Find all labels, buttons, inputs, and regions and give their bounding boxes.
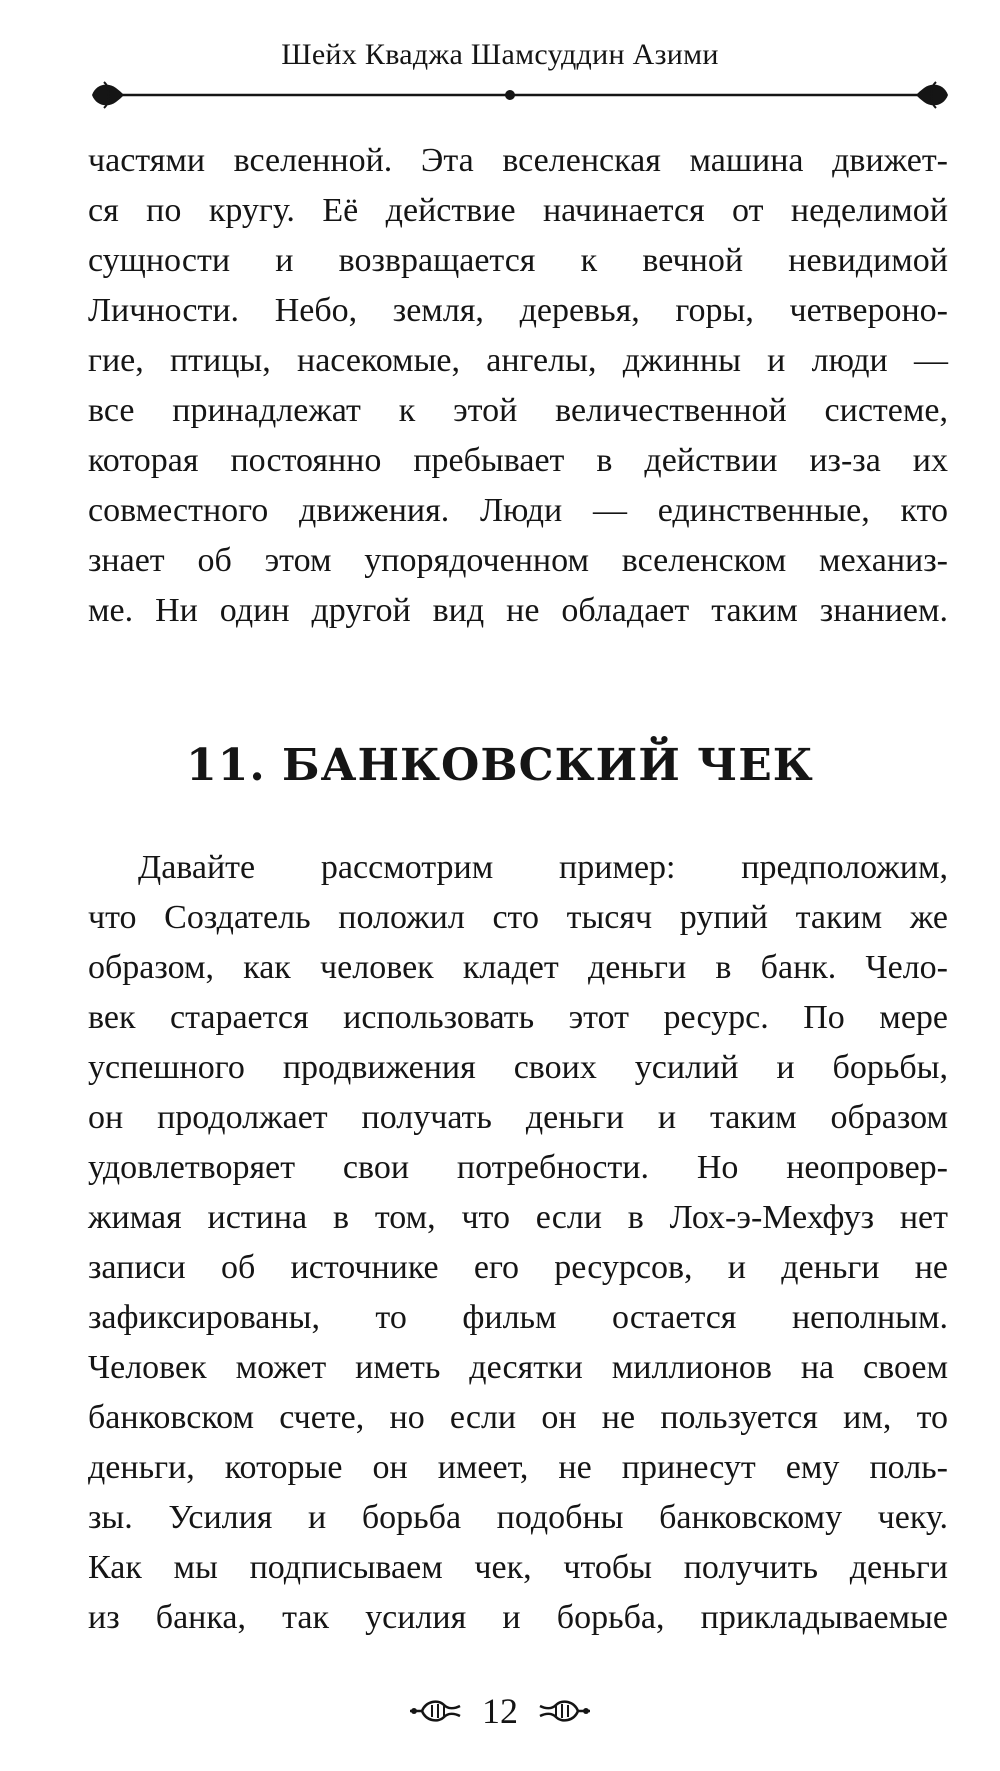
text-line: Человек может иметь десятки миллионов на своем	[88, 1349, 948, 1386]
text-line: Как мы подписываем чек, чтобы получить деньги	[88, 1549, 948, 1586]
text-line: совместного движения. Люди — единственные, кто	[88, 492, 948, 529]
right-ornament-icon	[536, 1694, 592, 1728]
text-line: знает об этом упорядоченном вселенском механиз-	[88, 542, 948, 579]
text-line: успешного продвижения своих усилий и борьбы,	[88, 1049, 948, 1086]
text-line: век старается использовать этот ресурс. По мере	[88, 999, 948, 1036]
text-line: ся по кругу. Её действие начинается от неделимой	[88, 192, 948, 229]
text-line: он продолжает получать деньги и таким образом	[88, 1099, 948, 1136]
page-number: 12	[482, 1691, 518, 1731]
text-line: что Создатель положил сто тысяч рупий таким же	[88, 899, 948, 936]
text-line: Давайте рассмотрим пример: предположим,	[138, 849, 948, 886]
text-line: зы. Усилия и борьба подобны банковскому чеку.	[88, 1499, 948, 1536]
text-line: жимая истина в том, что если в Лох-э-Мехфуз нет	[88, 1199, 948, 1236]
text-line: которая постоянно пребывает в действии из-за их	[88, 442, 948, 479]
paragraph-continued	[88, 136, 948, 636]
text-line: удовлетворяет свои потребности. Но неопровер-	[88, 1149, 948, 1186]
text-line: из банка, так усилия и борьба, прикладываемые	[88, 1599, 948, 1636]
chapter-heading: 11. БАНКОВСКИЙ ЧЕК	[186, 740, 814, 791]
page-footer	[0, 1690, 1000, 1732]
text-line: банковском счете, но если он не пользуется им, то	[88, 1399, 948, 1436]
text-line: образом, как человек кладет деньги в банк. Чело-	[88, 949, 948, 986]
text-line: Личности. Небо, земля, деревья, горы, четвероно-	[88, 292, 948, 329]
text-line: зафиксированы, то фильм остается неполным.	[88, 1299, 948, 1336]
text-line: записи об источнике его ресурсов, и деньги не	[88, 1249, 948, 1286]
text-line: гие, птицы, насекомые, ангелы, джинны и люди —	[88, 342, 948, 379]
header-ornament-rule	[90, 78, 950, 112]
text-line: частями вселенной. Эта вселенская машина движет-	[88, 142, 948, 179]
left-ornament-icon	[408, 1694, 464, 1728]
text-line: сущности и возвращается к вечной невидимой	[88, 242, 948, 279]
text-line: все принадлежат к этой величественной системе,	[88, 392, 948, 429]
text-line: деньги, которые он имеет, не принесут ему поль-	[88, 1449, 948, 1486]
text-line: ме. Ни один другой вид не обладает таким знанием.	[88, 592, 948, 629]
running-head: Шейх Кваджа Шамсуддин Азими	[281, 38, 719, 71]
chapter-paragraph	[88, 843, 948, 1643]
